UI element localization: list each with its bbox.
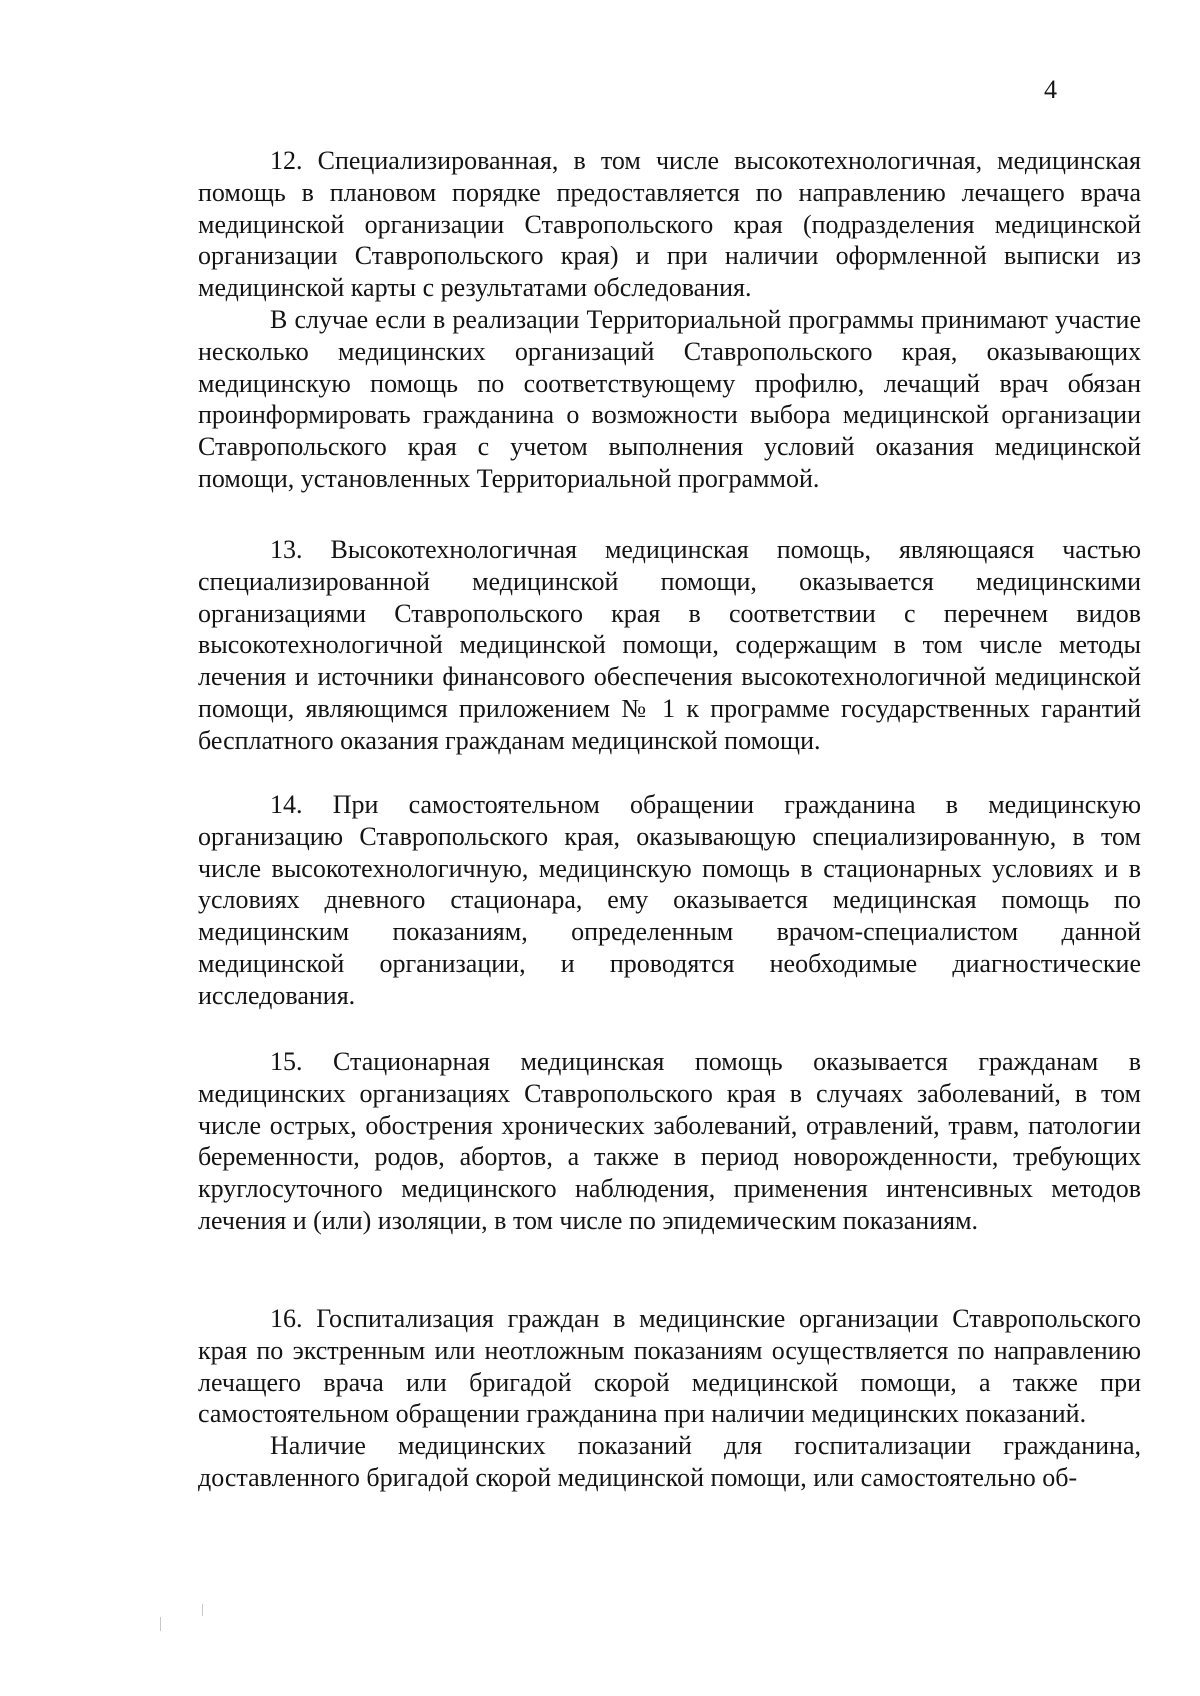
paragraph: 14. При самостоятельном обращении гражданина в медицинскую организацию Ставропольского края, оказывающую специализированную, в том числе высокотехнологичную, медицинскую помощь в стационарных условиях и в условиях дневного стационара, ему оказывается медицинская помощь по медицинским показаниям, определенным врачом-специалистом данной медицинской организации, и проводятся необходимые диагностические исследования.	[198, 790, 1141, 1010]
page-number: 4	[1044, 75, 1057, 104]
section-15	[198, 1046, 1141, 1237]
paragraph: 16. Госпитализация граждан в медицинские организации Ставропольского края по экстренным или неотложным показаниям осуществляется по направлению лечащего врача или бригадой скорой медицинской помощи, а также при самостоятельном обращении гражданина при наличии медицинских показаний.	[198, 1304, 1141, 1429]
scan-speck	[202, 1604, 203, 1616]
paragraph: 15. Стационарная медицинская помощь оказывается гражданам в медицинских организациях Ставропольского края в случаях заболеваний, в том числе острых, обострения хронических заболеваний, отравлений, травм, патологии беременности, родов, абортов, а также в период новорожденности, требующих круглосуточного медицинского наблюдения, применения интенсивных методов лечения и (или) изоляции, в том числе по эпидемическим показаниям.	[198, 1047, 1141, 1235]
section-13	[198, 534, 1141, 757]
paragraph: Наличие медицинских показаний для госпитализации гражданина, доставленного бригадой скорой медицинской помощи, или самостоятельно об-	[198, 1431, 1141, 1492]
section-14	[198, 789, 1141, 1012]
section-16	[198, 1303, 1141, 1494]
scan-speck	[160, 1617, 161, 1631]
section-12	[198, 145, 1141, 495]
paragraph: В случае если в реализации Территориальной программы принимают участие несколько медицинских организаций Ставропольского края, оказывающих медицинскую помощь по соответствующему профилю, лечащий врач обязан проинформировать гражданина о возможности выбора медицинской организации Ставропольского края с учетом выполнения условий оказания медицинской помощи, установленных Территориальной программой.	[198, 304, 1141, 493]
paragraph: 13. Высокотехнологичная медицинская помощь, являющаяся частью специализированной медицинской помощи, оказывается медицинскими организациями Ставропольского края в соответствии с перечнем видов высокотехнологичной медицинской помощи, содержащим в том числе методы лечения и источники финансового обеспечения высокотехнологичной медицинской помощи, являющимся приложением № 1 к программе государственных гарантий бесплатного оказания гражданам медицинской помощи.	[198, 535, 1141, 755]
paragraph: 12. Специализированная, в том числе высокотехнологичная, медицинская помощь в плановом порядке предоставляется по направлению лечащего врача медицинской организации Ставропольского края (подразделения медицинской организации Ставропольского края) и при наличии оформленной выписки из медицинской карты с результатами обследования.	[198, 146, 1141, 303]
